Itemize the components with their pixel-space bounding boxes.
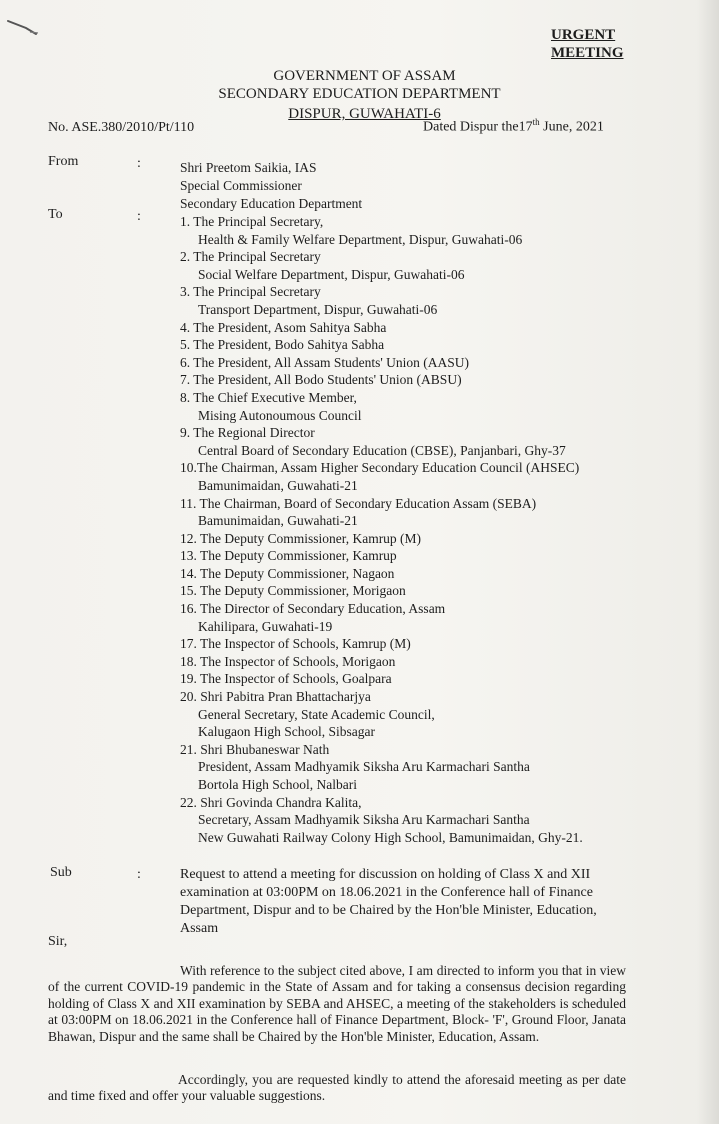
recipient-address-line: Bamunimaidan, Guwahati-21 — [198, 513, 358, 529]
recipient-item: 8. The Chief Executive Member, — [180, 389, 357, 405]
from-colon: : — [137, 156, 141, 171]
recipient-item: 16. The Director of Secondary Education, Assam — [180, 601, 446, 617]
urgent-meeting-stamp — [551, 26, 624, 62]
sender-department: Secondary Education Department — [180, 196, 363, 211]
from-label: From — [48, 154, 79, 169]
subject-label: Sub — [50, 865, 72, 880]
recipient-address-line: Transport Department, Dispur, Guwahati-06 — [198, 301, 438, 317]
recipient-item: 21. Shri Bhubaneswar Nath — [180, 741, 330, 757]
recipient-address-line: New Guwahati Railway Colony High School, Bamunimaidan, Ghy-21. — [198, 829, 583, 845]
date-ordinal: th — [532, 117, 540, 127]
stamp-line-1: URGENT — [551, 27, 616, 43]
page-edge-shadow — [697, 0, 719, 1124]
recipient-item: 2. The Principal Secretary — [180, 249, 321, 265]
sender-name: Shri Preetom Saikia, IAS — [180, 160, 317, 175]
pen-mark — [6, 18, 40, 42]
recipient-item: 13. The Deputy Commissioner, Kamrup — [180, 548, 397, 564]
recipient-address-line: Mising Autonoumous Council — [198, 407, 362, 423]
reference-number: No. ASE.380/2010/Pt/110 — [48, 120, 195, 135]
recipient-address-line: Bamunimaidan, Guwahati-21 — [198, 477, 358, 493]
recipient-address-line: Secretary, Assam Madhyamik Siksha Aru Karmachari Santha — [198, 812, 530, 828]
stamp-line-2: MEETING — [551, 45, 624, 61]
body-paragraph-1: With reference to the subject cited above, I am directed to inform you that in view of the current COVID-19 pandemic in the State of Assam and for taking a consensus decision regarding holding of Class X and XII examination by SEBA and AHSEC, a meeting of the stakeholders is scheduled at 03:00PM on 18.06.2021 in the Conference hall of Finance Department, Block- 'F', Ground Floor, Janata Bhawan, Dispur and the same shall be Chaired by the Hon'ble Minister, Education, Assam. — [48, 963, 626, 1044]
to-colon: : — [137, 209, 141, 224]
recipient-address-line: President, Assam Madhyamik Siksha Aru Karmachari Santha — [198, 759, 530, 775]
department-heading: SECONDARY EDUCATION DEPARTMENT — [218, 86, 501, 102]
recipient-item: 4. The President, Asom Sahitya Sabha — [180, 319, 387, 335]
recipient-item: 5. The President, Bodo Sahitya Sabha — [180, 337, 385, 353]
sender-designation: Special Commissioner — [180, 178, 302, 193]
recipient-address-line: General Secretary, State Academic Council, — [198, 706, 435, 722]
recipient-address-line: Health & Family Welfare Department, Dispur, Guwahati-06 — [198, 231, 523, 247]
sender-block — [180, 159, 362, 213]
recipient-item: 6. The President, All Assam Students' Union (AASU) — [180, 354, 470, 370]
government-heading: GOVERNMENT OF ASSAM — [273, 68, 456, 84]
recipient-item: 18. The Inspector of Schools, Morigaon — [180, 653, 396, 669]
recipient-item: 10.The Chairman, Assam Higher Secondary Education Council (AHSEC) — [180, 460, 580, 476]
recipient-item: 22. Shri Govinda Chandra Kalita, — [180, 794, 362, 810]
letter-date — [423, 117, 604, 136]
recipient-item: 1. The Principal Secretary, — [180, 214, 324, 229]
recipient-item: 14. The Deputy Commissioner, Nagaon — [180, 565, 395, 581]
body-paragraph-2: Accordingly, you are requested kindly to attend the aforesaid meeting as per date and time fixed and offer your valuable suggestions. — [48, 1072, 626, 1104]
recipient-address-line: Central Board of Secondary Education (CBSE), Panjanbari, Ghy-37 — [198, 442, 566, 458]
recipient-item: 7. The President, All Bodo Students' Union (ABSU) — [180, 372, 462, 388]
recipient-address-line: Kahilipara, Guwahati-19 — [198, 618, 333, 634]
date-prefix: Dated Dispur the17 — [423, 119, 533, 135]
recipient-list — [180, 213, 680, 846]
recipient-item: 11. The Chairman, Board of Secondary Education Assam (SEBA) — [180, 495, 537, 511]
address-heading: DISPUR, GUWAHATI-6 — [288, 106, 441, 122]
recipient-address-line: Kalugaon High School, Sibsagar — [198, 724, 375, 740]
recipient-item: 9. The Regional Director — [180, 425, 315, 441]
subject-text: Request to attend a meeting for discussion on holding of Class X and XII examination at 03:00PM on 18.06.2021 in the Conference hall of Finance Department, Dispur and to be Chaired by the Hon'ble Minister, Education, Assam — [180, 867, 597, 936]
recipient-address-line: Social Welfare Department, Dispur, Guwahati-06 — [198, 266, 465, 282]
recipient-item: 19. The Inspector of Schools, Goalpara — [180, 671, 392, 687]
recipient-item: 20. Shri Pabitra Pran Bhattacharjya — [180, 689, 371, 705]
recipient-address-line: Bortola High School, Nalbari — [198, 777, 357, 792]
recipient-item: 3. The Principal Secretary — [180, 284, 321, 300]
recipient-item: 12. The Deputy Commissioner, Kamrup (M) — [180, 530, 422, 546]
subject-colon: : — [137, 867, 141, 882]
to-label: To — [48, 207, 63, 222]
recipient-item: 15. The Deputy Commissioner, Morigaon — [180, 583, 406, 599]
salutation: Sir, — [48, 934, 68, 949]
recipient-item: 17. The Inspector of Schools, Kamrup (M) — [180, 636, 411, 652]
date-suffix: June, 2021 — [539, 119, 604, 135]
